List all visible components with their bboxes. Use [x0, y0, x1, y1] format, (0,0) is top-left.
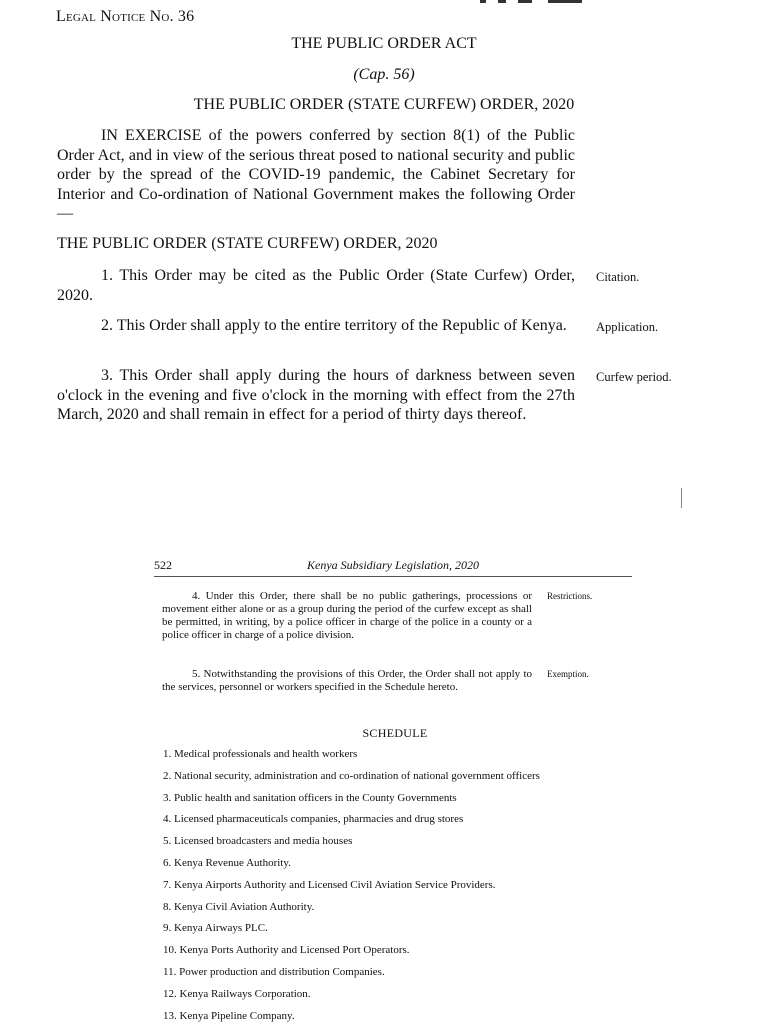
section-curfew-period: 3. This Order shall apply during the hours of darkness between seven o'clock in the evening and five o'clock in the morning with effect from the 27th March, 2020 and shall remain in effect for a period of thirty days thereof. [57, 367, 575, 423]
scan-top-marks [470, 0, 590, 3]
enacting-clause: IN EXERCISE of the powers conferred by section 8(1) of the Public Order Act, and in view of the serious threat posed to national security and public order by the spread of the COVID-19 pandemic, the Cabinet Secretary for Interior and Co-ordination of National Government makes the following Order— [57, 127, 575, 222]
order-title: THE PUBLIC ORDER (STATE CURFEW) ORDER, 2020 [193, 96, 575, 113]
margin-note-restrictions: Restrictions. [547, 591, 593, 601]
schedule-item: 6. Kenya Revenue Authority. [163, 856, 291, 869]
act-title: THE PUBLIC ORDER ACT [291, 35, 477, 52]
schedule-item: 1. Medical professionals and health workers [163, 748, 358, 760]
schedule-item: 7. Kenya Airports Authority and Licensed Civil Aviation Service Providers. [163, 878, 496, 891]
section-exemption: 5. Notwithstanding the provisions of this Order, the Order shall not apply to the services, personnel or workers specified in the Schedule hereto. [162, 668, 532, 693]
order-heading: THE PUBLIC ORDER (STATE CURFEW) ORDER, 2020 [57, 235, 438, 252]
schedule-item: 9. Kenya Airways PLC. [163, 922, 268, 935]
schedule-item: 10. Kenya Ports Authority and Licensed Port Operators. [163, 944, 410, 957]
section-restrictions: 4. Under this Order, there shall be no public gatherings, processions or movement either alone or as a group during the period of the curfew except as shall be permitted, in writing, by a police officer in charge of the police in a county or a police officer in charge of a police division. [162, 590, 532, 641]
legal-notice-number: Legal Notice No. 36 [56, 8, 195, 25]
scan-artifact-line [681, 488, 682, 508]
header-rule [154, 576, 632, 577]
section-citation: 1. This Order may be cited as the Public Order (State Curfew) Order, 2020. [57, 267, 575, 304]
schedule-item: 13. Kenya Pipeline Company. [163, 1009, 295, 1022]
running-head: Kenya Subsidiary Legislation, 2020 [307, 558, 479, 572]
schedule-item: 12. Kenya Railways Corporation. [163, 987, 311, 1000]
margin-note-curfew-period: Curfew period. [596, 370, 672, 384]
schedule-item: 2. National security, administration and co-ordination of national government officers [163, 769, 540, 782]
schedule-item: 5. Licensed broadcasters and media houses [163, 835, 353, 848]
chapter-reference: (Cap. 56) [353, 66, 415, 83]
margin-note-exemption: Exemption. [547, 669, 589, 679]
schedule-item: 8. Kenya Civil Aviation Authority. [163, 900, 315, 913]
margin-note-application: Application. [596, 320, 659, 334]
schedule-item: 11. Power production and distribution Companies. [163, 965, 385, 978]
schedule-list [163, 745, 540, 1028]
section-application: 2. This Order shall apply to the entire territory of the Republic of Kenya. [101, 317, 567, 334]
schedule-item: 3. Public health and sanitation officers in the County Governments [163, 791, 457, 804]
margin-note-citation: Citation. [596, 270, 640, 284]
schedule-item: 4. Licensed pharmaceuticals companies, pharmacies and drug stores [163, 813, 464, 826]
schedule-title: SCHEDULE [362, 726, 428, 740]
page-number: 522 [154, 558, 172, 572]
